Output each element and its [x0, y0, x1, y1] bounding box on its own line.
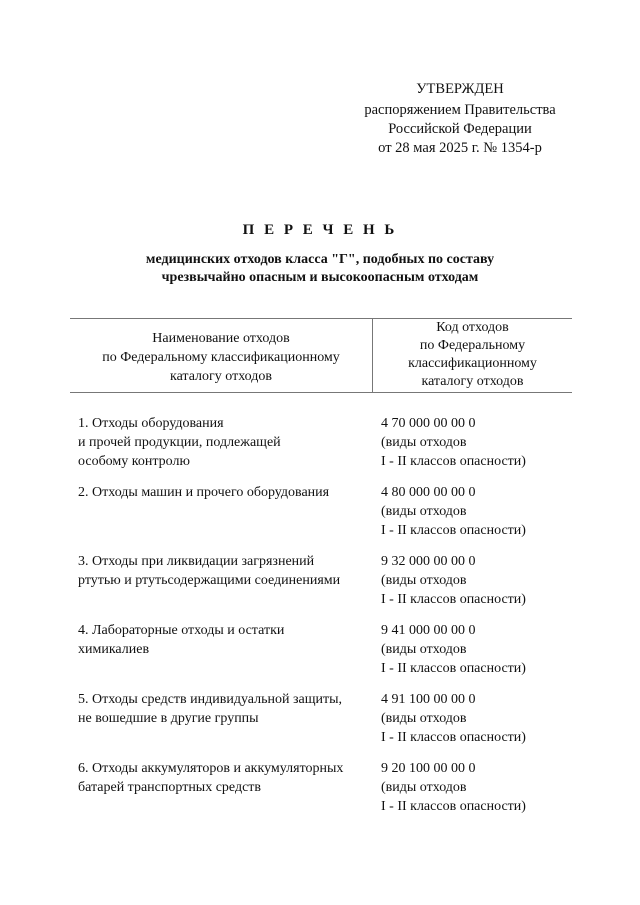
cell-line: I - II классов опасности): [381, 661, 526, 676]
cell-line: I - II классов опасности): [381, 730, 526, 745]
cell-line: (виды отходов: [381, 642, 467, 657]
waste-code: [373, 483, 572, 552]
table-body: [70, 414, 572, 828]
waste-code: [373, 759, 572, 828]
approval-line: распоряжением Правительства: [364, 102, 556, 118]
waste-name: [70, 690, 373, 759]
header-waste-code: [373, 319, 572, 392]
approval-status: УТВЕРЖДЕН: [416, 81, 504, 97]
cell-line: 2. Отходы машин и прочего оборудования: [78, 485, 330, 500]
cell-line: химикалиев: [78, 642, 150, 657]
header-line: по Федеральному классификационному: [102, 350, 340, 365]
cell-line: I - II классов опасности): [381, 523, 526, 538]
cell-line: 4 80 000 00 00 0: [381, 485, 476, 500]
cell-line: I - II классов опасности): [381, 454, 526, 469]
cell-line: 1. Отходы оборудования: [78, 416, 224, 431]
waste-code: [373, 552, 572, 621]
cell-line: (виды отходов: [381, 504, 467, 519]
cell-line: не вошедшие в другие группы: [78, 711, 259, 726]
header-waste-name: [70, 319, 373, 392]
cell-line: ртутью и ртутьсодержащими соединениями: [78, 573, 341, 588]
cell-line: 4 91 100 00 00 0: [381, 692, 476, 707]
waste-table: [70, 318, 572, 828]
table-row: [70, 690, 572, 759]
header-line: классификационному: [408, 356, 537, 371]
waste-name: [70, 414, 373, 483]
cell-line: 4. Лабораторные отходы и остатки: [78, 623, 285, 638]
cell-line: особому контролю: [78, 454, 190, 469]
table-row: [70, 483, 572, 552]
cell-line: 9 20 100 00 00 0: [381, 761, 476, 776]
table-header: [70, 318, 572, 393]
header-line: Код отходов: [436, 320, 509, 335]
document-title: П Е Р Е Ч Е Н Ь: [242, 222, 398, 238]
document-heading: [80, 222, 560, 287]
cell-line: (виды отходов: [381, 780, 467, 795]
header-line: каталогу отходов: [421, 374, 524, 389]
waste-name: [70, 759, 373, 828]
cell-line: I - II классов опасности): [381, 799, 526, 814]
waste-name: [70, 483, 373, 552]
cell-line: батарей транспортных средств: [78, 780, 262, 795]
table-row: [70, 414, 572, 483]
cell-line: 9 41 000 00 00 0: [381, 623, 476, 638]
cell-line: 4 70 000 00 00 0: [381, 416, 476, 431]
header-line: Наименование отходов: [152, 331, 290, 346]
table-row: [70, 759, 572, 828]
document-subtitle-line: чрезвычайно опасным и высокоопасным отходам: [161, 270, 479, 285]
cell-line: (виды отходов: [381, 711, 467, 726]
cell-line: 5. Отходы средств индивидуальной защиты,: [78, 692, 343, 707]
cell-line: 3. Отходы при ликвидации загрязнений: [78, 554, 315, 569]
approval-date: от 28 мая 2025 г. № 1354-р: [378, 140, 542, 156]
waste-code: [373, 621, 572, 690]
table-row: [70, 621, 572, 690]
approval-block: [330, 80, 590, 158]
document-subtitle-line: медицинских отходов класса "Г", подобных по составу: [145, 252, 495, 267]
waste-name: [70, 552, 373, 621]
waste-name: [70, 621, 373, 690]
cell-line: (виды отходов: [381, 435, 467, 450]
approval-line: Российской Федерации: [388, 121, 532, 137]
header-line: каталогу отходов: [169, 369, 273, 384]
cell-line: и прочей продукции, подлежащей: [78, 435, 281, 450]
header-line: по Федеральному: [419, 338, 526, 353]
waste-code: [373, 414, 572, 483]
cell-line: 6. Отходы аккумуляторов и аккумуляторных: [78, 761, 344, 776]
cell-line: I - II классов опасности): [381, 592, 526, 607]
waste-code: [373, 690, 572, 759]
cell-line: (виды отходов: [381, 573, 467, 588]
cell-line: 9 32 000 00 00 0: [381, 554, 476, 569]
table-row: [70, 552, 572, 621]
